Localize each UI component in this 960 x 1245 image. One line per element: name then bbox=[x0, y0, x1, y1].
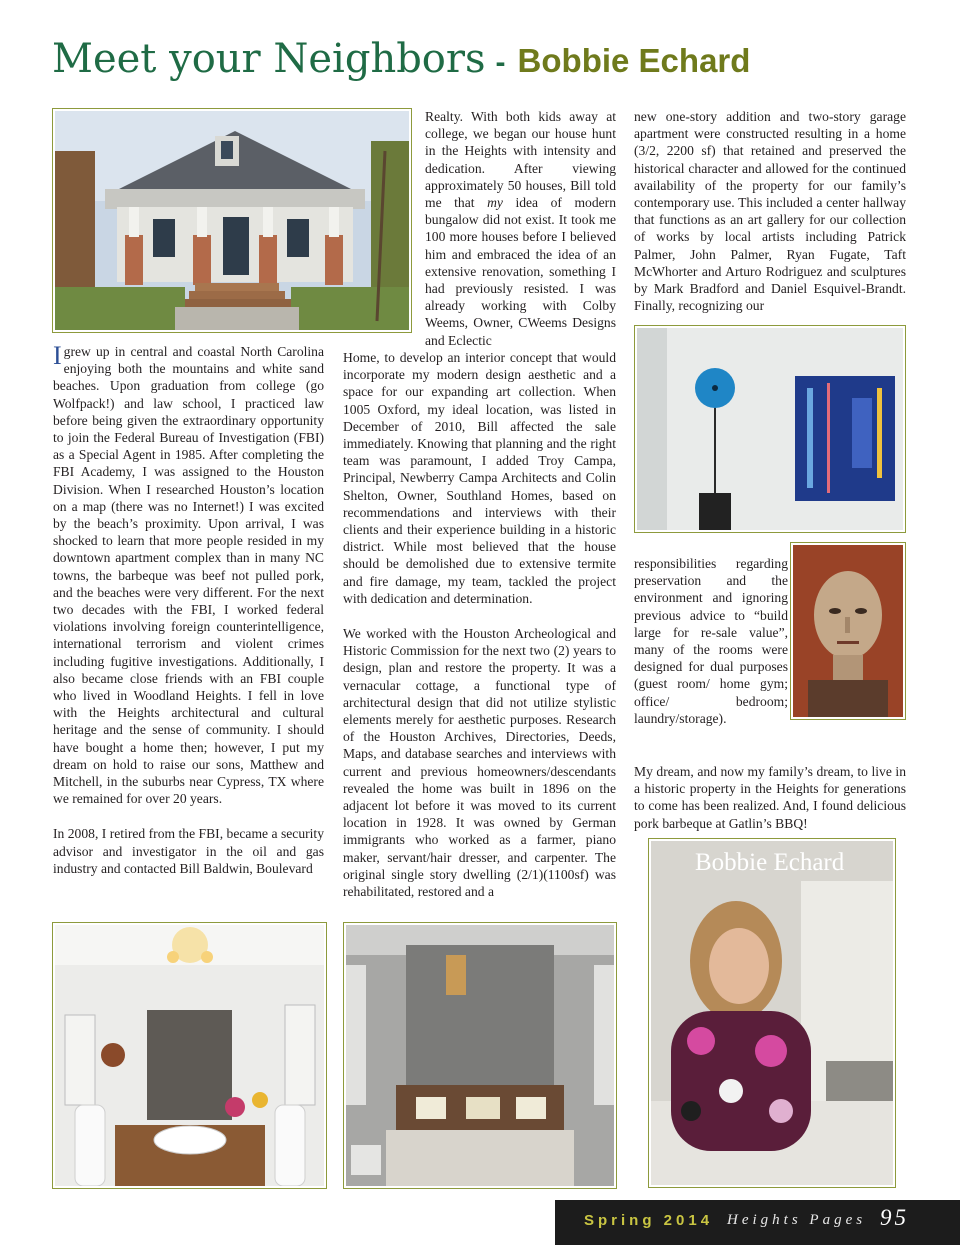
portrait-illustration bbox=[651, 841, 893, 1185]
page-title bbox=[52, 36, 750, 82]
article-col1-p2: In 2008, I retired from the FBI, became a security advisor and investigator in the oil and gas industry and contacted Bill Baldwin, Boulevard bbox=[53, 826, 324, 876]
painting-illustration bbox=[793, 545, 903, 717]
dining-room-photo bbox=[52, 922, 327, 1189]
article-col2-p2: We worked with the Houston Archeological and Historic Commission for the next two (2) years to design, plan and restore the property. It was a vernacular cottage, a functional type of architectural design that did not utilize stylistic elements merely for aesthetic purposes. Research of the Houston Archives, Directories, Deeds, Maps, and database searches and interviews with current and previous homeowners/descendants revealed the home was built in 1896 on the adjacent lot before it was moved to its current location in 1928. It was owned by German immigrants who worked as a farmer, piano maker, servant/hair dresser, and carpenter. The original single story dwelling (2/1)(1100sf) was rehabilitated, restored and a bbox=[343, 626, 616, 900]
article-column-2-top bbox=[425, 108, 616, 349]
house-exterior-photo bbox=[52, 108, 412, 333]
article-col2-top-b: idea of modern bungalow did not exist. It took me 100 more houses before I believed him and embraced the idea of an extensive renovation, something I had previously resisted. I was already working with Colby Weems, Owner, CWeems Designs and Eclectic bbox=[425, 195, 617, 348]
footer-publication: Heights Pages bbox=[727, 1212, 867, 1228]
article-col3-mid: responsibilities regarding preservation and the environment and ignoring previous advice to “build large for re-sale value”, many of the rooms were designed for dual purposes (guest room/ home gym; office/ bedroom; laundry/storage). bbox=[634, 556, 788, 726]
article-col2-p1: Home, to develop an interior concept that would incorporate my modern design aesthetic and a space for our expanding art collection. When 1005 Oxford, my ideal location, was listed in December of 2010, Bill affected the sale immediately. Knowing that planning and the right team was paramount, I added Troy Campa, Principal, Newberry Campa Architects and Colin Shelton, Owner, Southland Homes, based on recommendations and interviews with their clients and their experience building in a historic district. While most believed that the house should be demolished due to extensive termite and fire damage, my team, tackled the project with dedication and determination. bbox=[343, 350, 616, 606]
article-paragraph bbox=[53, 343, 324, 807]
article-col1-p1: grew up in central and coastal North Carolina enjoying both the mountains and white sand beaches. Upon graduation from college (go Wolfpack!) and law school, I practiced law before being given the extraordinary opportunity to join the Federal Bureau of Investigation (FBI) as a Special Agent in 1985. After completing the FBI Academy, I was assigned to the Houston Division. When I researched Houston’s location on a map (there was no Internet!) I was excited by the beach’s proximity. Upon arrival, I was shocked to learn that more people resided in my downtown apartment complex than in many NC towns, the barbeque was beef not pulled pork, and the beaches were very different. For the next two decades with the FBI, I worked federal violations involving foreign counterintelligence, international terrorism and violent crimes including fugitive investigations. Additionally, I also became close friends with an FBI couple who lived in Woodland Heights. I fell in love with the Heights architectural and cultural heritage and the sense of community. I should have bought a home then; however, I put my dream on hold to raise our sons, Matthew and Mitchell, in the suburbs near Cypress, TX where we remained for over 20 years. bbox=[53, 344, 324, 807]
art-gallery-photo bbox=[634, 325, 906, 533]
title-separator: - bbox=[495, 46, 506, 79]
article-column-2 bbox=[343, 349, 616, 900]
drop-cap: I bbox=[53, 341, 62, 370]
article-column-3-top bbox=[634, 108, 906, 314]
article-paragraph bbox=[425, 108, 616, 349]
portrait-painting-photo bbox=[790, 542, 906, 720]
article-col2-top-a: Realty. With both kids away at college, we began our house hunt in the Heights with intensity and dedication. After viewing approximately 50 houses, Bill told me that bbox=[425, 109, 616, 211]
dining-illustration bbox=[55, 925, 324, 1186]
house-illustration bbox=[55, 111, 409, 330]
title-text: Meet your Neighbors bbox=[52, 36, 486, 82]
portrait-caption: Bobbie Echard bbox=[695, 849, 845, 876]
article-col3-top: new one-story addition and two-story garage apartment were constructed resulting in a home (3/2, 2200 sf) that retained and preserved the historical character and allowed for the continued availability of the property for our family’s contemporary use. This included a center hallway that functions as an art gallery for our collection of works by local artists including Patrick Palmer, John Palmer, Ryan Fugate, Taft McWhorter and Arturo Rodriguez and sculptures by Mark Bradford and Daniel Esquivel-Brandt. Finally, recognizing our bbox=[634, 109, 906, 314]
title-name: Bobbie Echard bbox=[517, 42, 751, 79]
footer-season: Spring 2014 bbox=[584, 1212, 714, 1229]
footer-page-number: 95 bbox=[880, 1205, 909, 1230]
article-column-3-end bbox=[634, 763, 906, 832]
bedroom-illustration bbox=[346, 925, 614, 1186]
art-illustration bbox=[637, 328, 903, 530]
page-footer bbox=[555, 1200, 960, 1245]
article-column-1 bbox=[53, 343, 324, 877]
bedroom-photo bbox=[343, 922, 617, 1189]
article-column-3-mid bbox=[634, 555, 788, 727]
article-col3-end: My dream, and now my family’s dream, to live in a historic property in the Heights for generations to come has been realized. And, I found delicious pork barbeque at Gatlin’s BBQ! bbox=[634, 764, 906, 831]
article-col2-top-em: my bbox=[487, 195, 503, 211]
bobbie-portrait-photo bbox=[648, 838, 896, 1188]
